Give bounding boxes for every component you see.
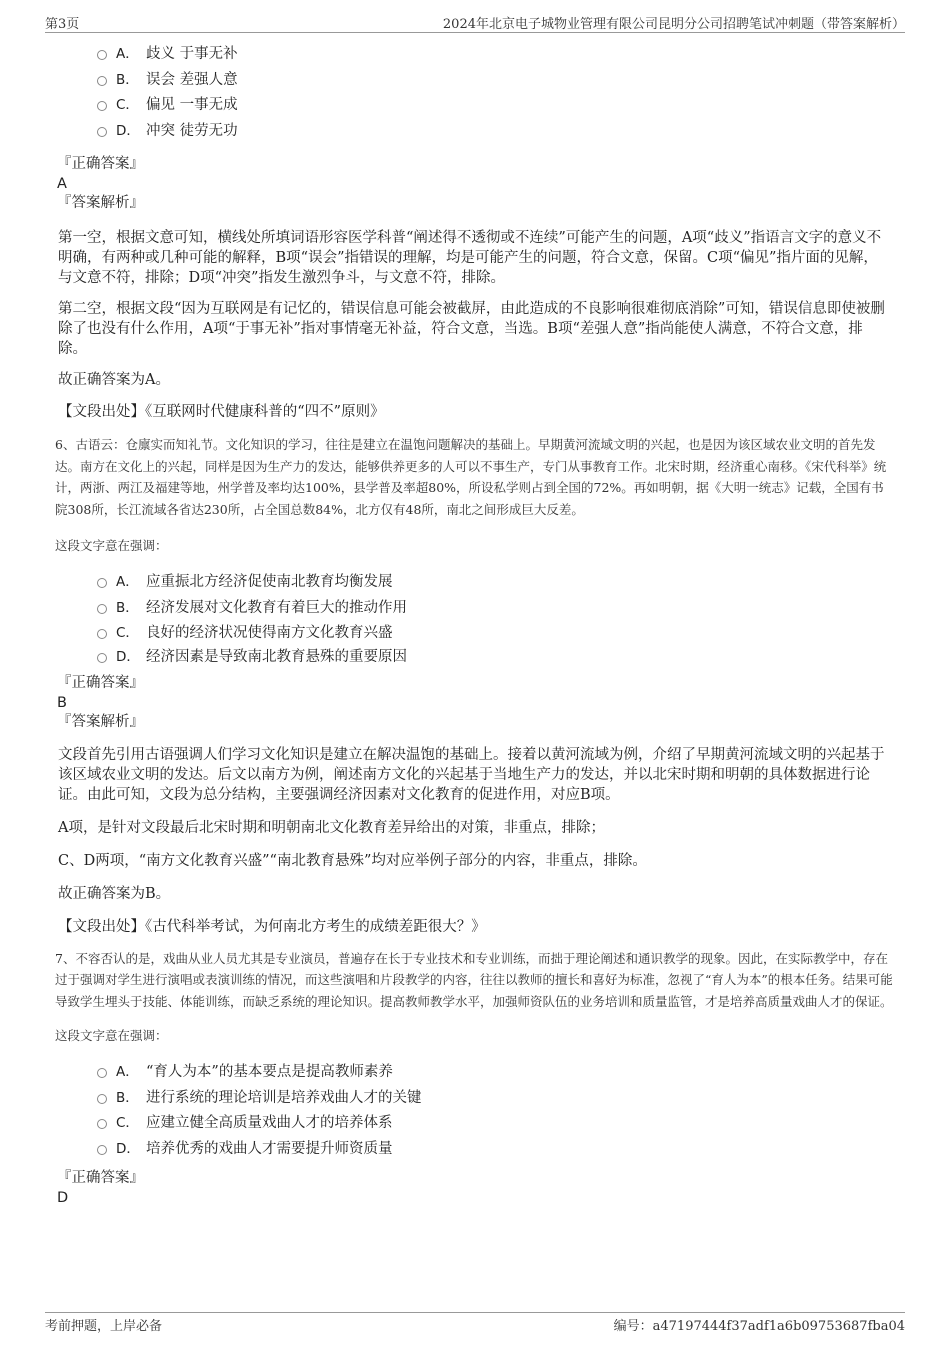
answer-value: A [57, 176, 67, 192]
radio-icon[interactable] [97, 50, 107, 60]
option-c[interactable]: C． 偏见 一事无成 [0, 93, 950, 119]
source-citation: 【文段出处】《互联网时代健康科普的“四不”原则》 [58, 404, 385, 420]
option-c[interactable]: C． 良好的经济状况使得南方文化教育兴盛 [0, 621, 950, 647]
footer-divider [45, 1312, 905, 1313]
radio-icon[interactable] [97, 1119, 107, 1129]
radio-icon[interactable] [97, 101, 107, 111]
option-a[interactable]: A． 应重振北方经济促使南北教育均衡发展 [0, 570, 950, 596]
analysis-paragraph: A项，是针对文段最后北宋时期和明朝南北文化教育差异给出的对策，非重点，排除； [58, 819, 605, 836]
analysis-paragraph: 文段首先引用古语强调人们学习文化知识是建立在解决温饱的基础上。接着以黄河流域为例，介绍了早期黄河流域文明的兴起基于该区域农业文明的发达。后文以南方为例，阐述南方文化的兴起基于当地生产力的发达，并以北宋时期和明朝的具体数据进行论证。由此可知，文段为总分结构，主要强调经济因素对文化教育的促进作用，对应B项。 [58, 746, 885, 803]
analysis-paragraph: C、D两项，“南方文化教育兴盛”“南北教育悬殊”均对应举例子部分的内容，非重点，排除。 [58, 852, 647, 869]
footer-slogan: 考前押题，上岸必备 [45, 1319, 163, 1334]
analysis-label: 『答案解析』 [57, 195, 144, 211]
answer-label: 『正确答案』 [57, 156, 144, 172]
radio-icon[interactable] [97, 127, 107, 137]
document-id: 编号：a47197444f37adf1a6b09753687fba04 [613, 1319, 905, 1334]
option-b[interactable]: B． 进行系统的理论培训是培养戏曲人才的关键 [0, 1086, 950, 1112]
radio-icon[interactable] [97, 604, 107, 614]
radio-icon[interactable] [97, 1145, 107, 1155]
radio-icon[interactable] [97, 1094, 107, 1104]
radio-icon[interactable] [97, 653, 107, 663]
q7-options [0, 1060, 950, 1162]
answer-label: 『正确答案』 [57, 1170, 144, 1186]
document-title: 2024年北京电子城物业管理有限公司昆明分公司招聘笔试冲刺题（带答案解析） [442, 17, 905, 32]
header-divider [45, 32, 905, 33]
page-number: 第3页 [45, 17, 80, 32]
q6-options [0, 570, 950, 667]
option-d[interactable]: D． 经济因素是导致南北教育悬殊的重要原因 [0, 647, 950, 667]
option-a[interactable]: A． “育人为本”的基本要点是提高教师素养 [0, 1060, 950, 1086]
radio-icon[interactable] [97, 1068, 107, 1078]
analysis-conclusion: 故正确答案为B。 [58, 885, 171, 902]
option-b[interactable]: B． 误会 差强人意 [0, 68, 950, 94]
question-prompt: 这段文字意在强调： [55, 538, 168, 553]
question-text: 6、古语云：仓廪实而知礼节。文化知识的学习，往往是建立在温饱问题解决的基础上。早期黄河流域文明的兴起，也是因为该区域农业文明的首先发达。南方在文化上的兴起，同样是因为生产力的发达，能够供养更多的人可以不事生产，专门从事教育工作。北宋时期，经济重心南移。《宋代科举》统计，两浙、两江及福建等地，州学普及率均达100%，县学普及率超80%，所设私学则占到全国的72%。再如明朝，据《大明一统志》记载，全国有书院308所，长江流域各省达230所，占全国总数84%，北方仅有48所，南北之间形成巨大反差。 [55, 437, 887, 517]
option-a[interactable]: A． 歧义 于事无补 [0, 42, 950, 68]
analysis-paragraph: 第二空，根据文段“因为互联网是有记忆的，错误信息可能会被截屏，由此造成的不良影响很难彻底消除”可知，错误信息即使被删除了也没有什么作用，A项“于事无补”指对事情毫无补益，符合文意，当选。B项“差强人意”指尚能使人满意，不符合文意，排除。 [58, 301, 885, 357]
document-body [0, 42, 950, 1207]
option-d[interactable]: D． 培养优秀的戏曲人才需要提升师资质量 [0, 1137, 950, 1163]
option-c[interactable]: C． 应建立健全高质量戏曲人才的培养体系 [0, 1111, 950, 1137]
answer-value: D [57, 1190, 69, 1206]
analysis-conclusion: 故正确答案为A。 [58, 372, 170, 388]
source-citation: 【文段出处】《古代科举考试，为何南北方考生的成绩差距很大？》 [58, 918, 486, 935]
option-d[interactable]: D． 冲突 徒劳无功 [0, 119, 950, 145]
answer-value: B [57, 694, 67, 711]
question-text: 7、不容否认的是，戏曲从业人员尤其是专业演员，普遍存在长于专业技术和专业训练，而拙于理论阐述和通识教学的现象。因此，在实际教学中，存在过于强调对学生进行演唱或表演训练的情况，而这些演唱和片段教学的内容，往往以教师的擅长和喜好为标准，忽视了“育人为本”的根本任务。结果可能导致学生埋头于技能、体能训练，而缺乏系统的理论知识。提高教师教学水平，加强师资队伍的业务培训和质量监管，才是培养高质量戏曲人才的保证。 [55, 950, 893, 1009]
option-b[interactable]: B． 经济发展对文化教育有着巨大的推动作用 [0, 596, 950, 622]
analysis-label: 『答案解析』 [57, 713, 144, 730]
radio-icon[interactable] [97, 76, 107, 86]
analysis-paragraph: 第一空，根据文意可知，横线处所填词语形容医学科普“阐述得不透彻或不连续”可能产生的问题，A项“歧义”指语言文字的意义不明确，有两种或几种可能的解释，B项“误会”指错误的理解，均是可能产生的问题，符合文意，保留。C项“偏见”指片面的见解，与文意不符，排除；D项“冲突”指发生激烈争斗，与文意不符，排除。 [58, 230, 882, 286]
radio-icon[interactable] [97, 578, 107, 588]
answer-label: 『正确答案』 [57, 674, 144, 691]
q5-options [0, 42, 950, 144]
question-prompt: 这段文字意在强调： [55, 1028, 168, 1043]
radio-icon[interactable] [97, 629, 107, 639]
